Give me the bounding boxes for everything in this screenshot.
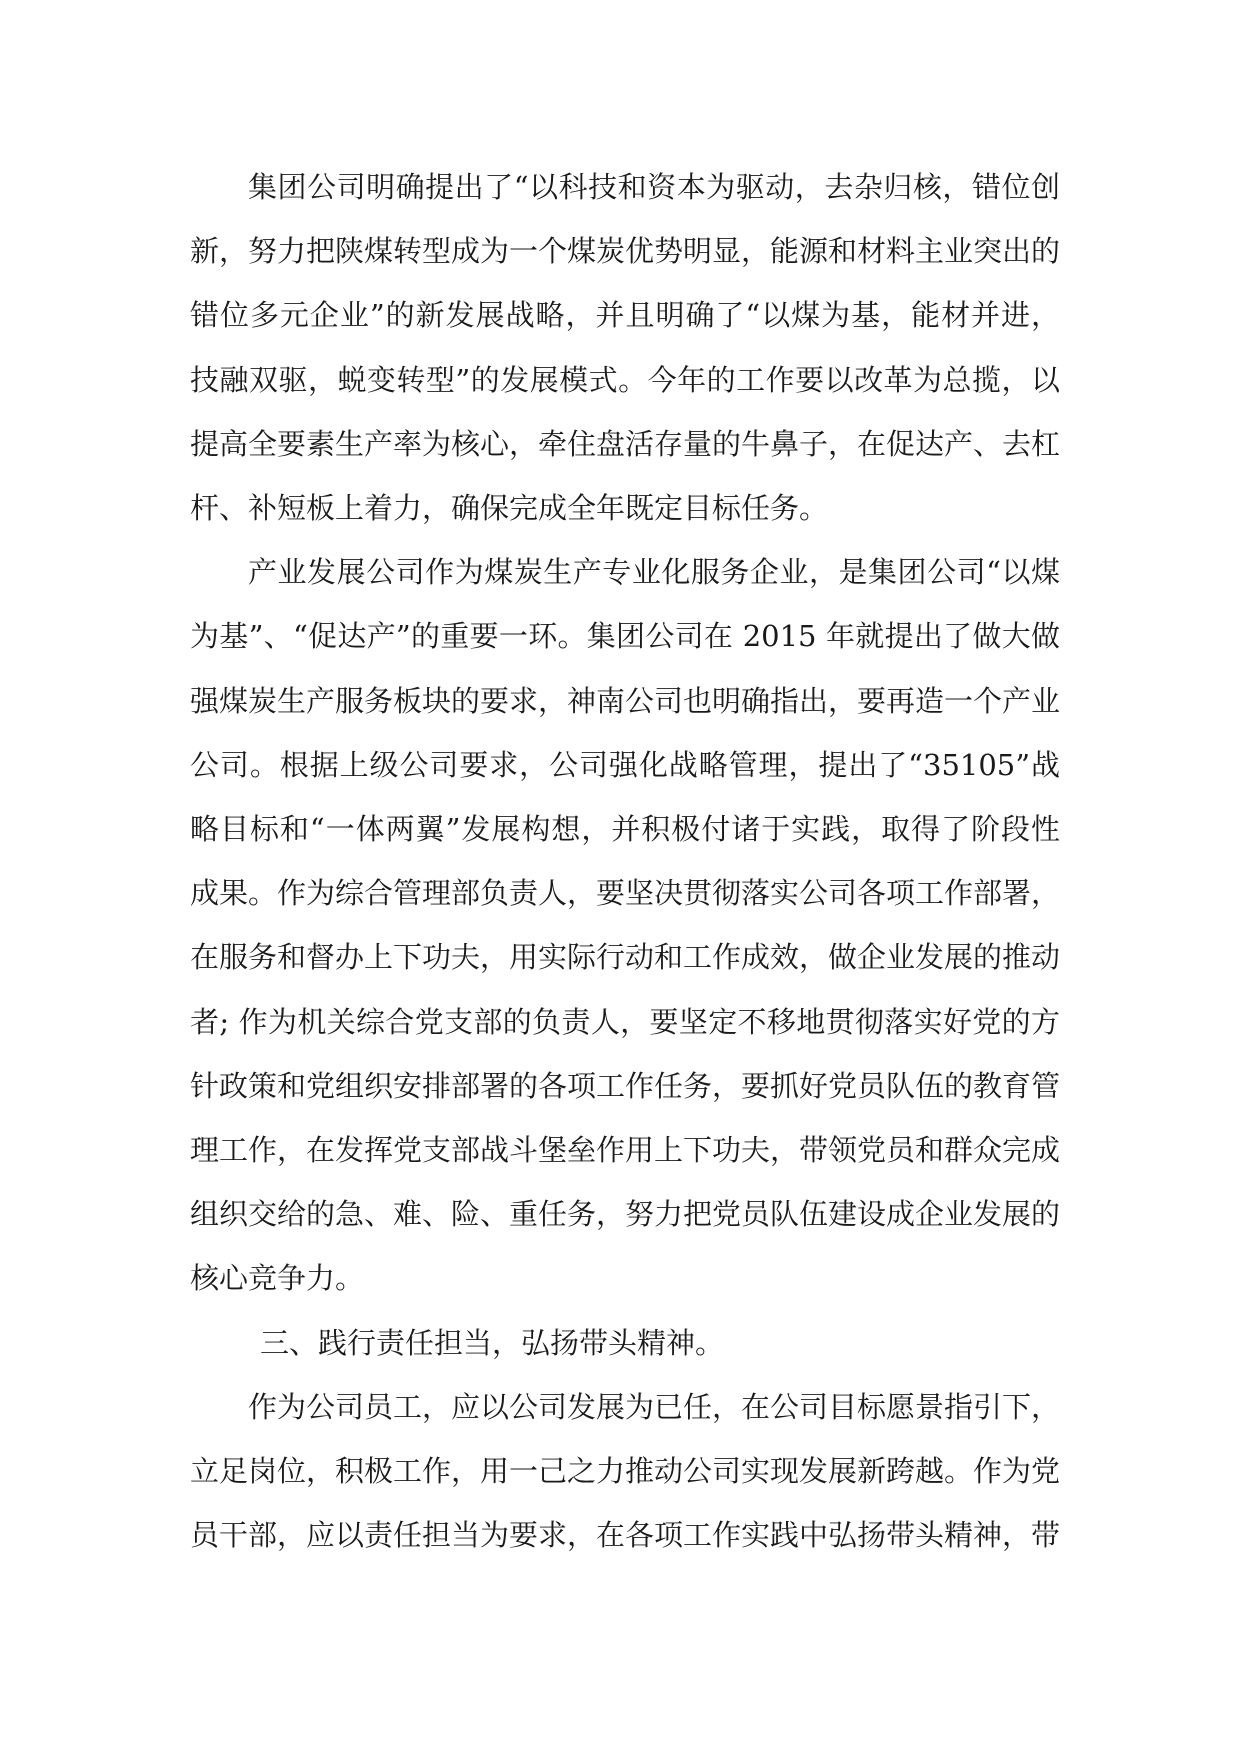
- paragraph-industry-company: 产业发展公司作为煤炭生产专业化服务企业，是集团公司“以煤为基”、“促达产”的重要一环。集团公司在 2015 年就提出了做大做强煤炭生产服务板块的要求，神南公司也明确指出，要再造一个产业公司。根据上级公司要求，公司强化战略管理，提出了“35105”战略目标和“一体两翼”发展构想，并积极付诸于实践，取得了阶段性成果。作为综合管理部负责人，要坚决贯彻落实公司各项工作部署，在服务和督办上下功夫，用实际行动和工作成效，做企业发展的推动者; 作为机关综合党支部的负责人，要坚定不移地贯彻落实好党的方针政策和党组织安排部署的各项工作任务，要抓好党员队伍的教育管理工作，在发挥党支部战斗堡垒作用上下功夫，带领党员和群众完成组织交给的急、难、险、重任务，努力把党员队伍建设成企业发展的核心竞争力。: [190, 555, 1061, 1296]
- section-heading: 三、践行责任担当，弘扬带头精神。: [260, 1325, 725, 1360]
- document-body: [190, 155, 1060, 1567]
- paragraph-strategy: 集团公司明确提出了“以科技和资本为驱动，去杂归核，错位创新，努力把陕煤转型成为一个煤炭优势明显，能源和材料主业突出的错位多元企业”的新发展战略，并且明确了“以煤为基，能材并进，技融双驱，蜕变转型”的发展模式。今年的工作要以改革为总揽，以提高全要素生产率为核心，牵住盘活存量的牛鼻子，在促达产、去杠杆、补短板上着力，确保完成全年既定目标任务。: [190, 170, 1061, 526]
- paragraph-responsibility: 作为公司员工，应以公司发展为已任，在公司目标愿景指引下，立足岗位，积极工作，用一己之力推动公司实现发展新跨越。作为党员干部，应以责任担当为要求，在各项工作实践中弘扬带头精神，带: [190, 1389, 1061, 1553]
